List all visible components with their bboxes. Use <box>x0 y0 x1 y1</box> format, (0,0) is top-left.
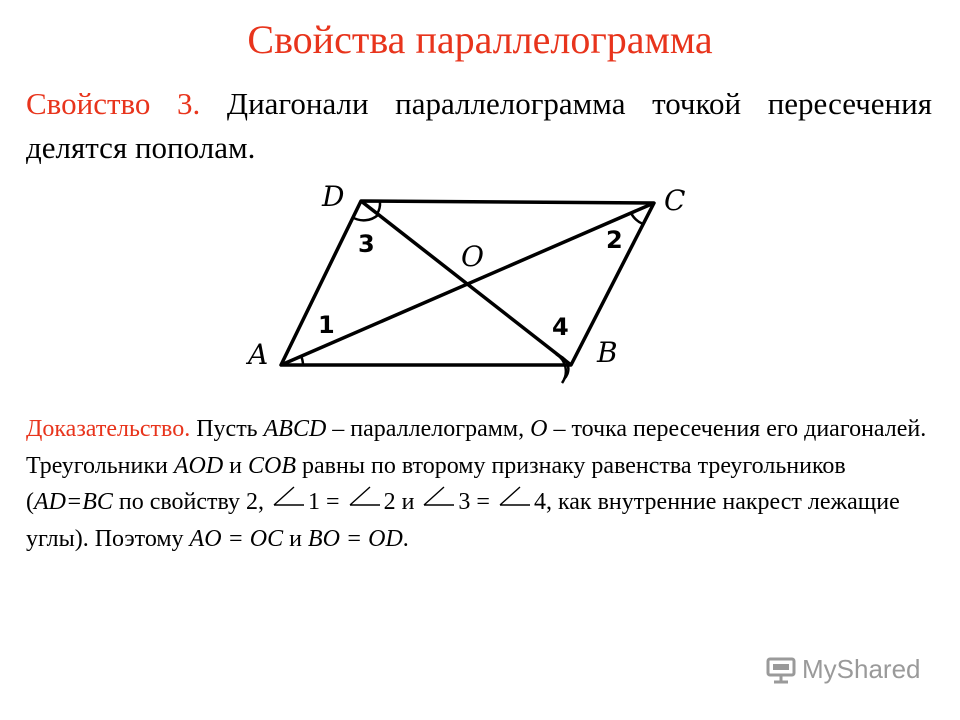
proof-text: – параллелограмм, <box>326 416 531 442</box>
angle-arc-c <box>631 213 643 224</box>
angle-arc-d-outer <box>377 202 380 214</box>
proof-math: BO = OD <box>307 525 403 552</box>
proof-text: . <box>402 525 409 552</box>
page-title: Свойства параллелограмма <box>247 17 713 62</box>
proof-text: и <box>283 525 308 552</box>
proof-text: – точка пересечения его диагоналей. Треугольники <box>26 416 927 479</box>
vertex-label-d: D <box>322 180 345 213</box>
proof-text: и <box>223 452 249 479</box>
proof-paragraph <box>26 411 936 557</box>
proof-math: COB <box>248 452 297 479</box>
angle-symbol-icon <box>270 508 308 509</box>
proof-text: равны по второму признаку равенства треугольников ( <box>26 452 846 515</box>
angle-label-4: 4 <box>552 313 569 341</box>
proof-text: Пусть <box>190 416 264 442</box>
proof-math: ABCD <box>263 416 327 442</box>
proof-text: по свойству 2, <box>112 489 271 515</box>
vertex-label-a: A <box>248 338 269 371</box>
vertex-label-o: O <box>461 240 484 273</box>
vertex-label-c: C <box>664 184 686 217</box>
myshared-logo <box>766 654 921 685</box>
property-text: Диагонали параллелограмма точкой пересечения делятся пополам. <box>26 86 932 165</box>
parallelogram-diagram <box>240 176 700 386</box>
proof-text: 1 = <box>308 489 346 515</box>
proof-text: 2 и <box>383 489 421 515</box>
angle-label-3: 3 <box>358 230 375 258</box>
projector-icon <box>766 656 796 684</box>
proof-math: AO = OC <box>189 525 284 552</box>
vertex-label-b: B <box>597 336 618 369</box>
angle-arc-d-inner <box>352 215 378 220</box>
property-label: Свойство 3. <box>26 86 201 121</box>
logo-text: MyShared <box>802 654 921 684</box>
angle-symbol-icon <box>496 508 534 509</box>
proof-math: AOD <box>173 452 224 479</box>
proof-math: O <box>530 416 548 442</box>
angle-label-1: 1 <box>318 311 335 339</box>
angle-label-2: 2 <box>606 226 623 254</box>
diagonal-bd <box>361 201 571 365</box>
angle-symbol-icon <box>420 508 458 509</box>
proof-text: 4, как внутренние накрест лежащие углы). Поэтому <box>26 489 900 552</box>
angle-symbol-icon <box>346 508 384 509</box>
property-statement <box>26 82 932 170</box>
proof-math: AD=BC <box>34 489 113 515</box>
proof-text: 3 = <box>458 489 496 515</box>
proof-label: Доказательство. <box>26 416 191 442</box>
